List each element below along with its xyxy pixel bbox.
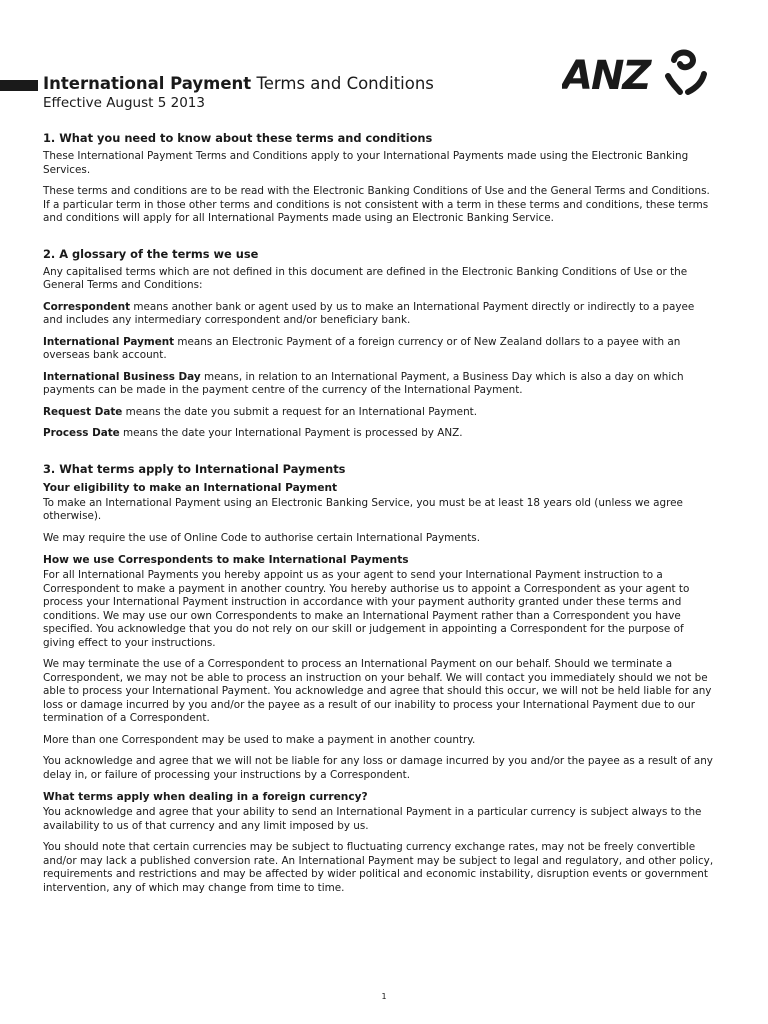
document-body bbox=[43, 131, 715, 903]
glossary-term: Request Date bbox=[43, 405, 123, 418]
section-3-paragraph: For all International Payments you hereby appoint us as your agent to send your International Payment instruction to a Correspondent to make a payment in another country. You hereby authorise us to appoint a Correspondent as your agent to process your International Payment instruction in accordance with your payment authority granted under these terms and conditions. We may use our own Correspondents to make an International Payment rather than a Correspondent you have specified. You acknowledge that you do not rely on our skill or judgement in appointing a Correspondent for the purpose of giving effect to your instructions. bbox=[43, 569, 690, 649]
glossary-term: International Payment bbox=[43, 335, 175, 348]
effective-date: Effective August 5 2013 bbox=[43, 95, 205, 111]
subheading-foreign-currency: What terms apply when dealing in a foreign currency? bbox=[43, 791, 368, 803]
section-3-paragraph: We may terminate the use of a Correspondent to process an International Payment on our behalf. Should we terminate a Correspondent, we may not be able to process an instruction on your behalf. We will contact you immediately should we not be able to process your International Payment. You acknowledge and agree that should this occur, we will not be held liable for any loss or damage incurred by you and/or the payee as a result of our inability to process your International Payment due to our termination of a Correspondent. bbox=[43, 658, 712, 724]
section-2 bbox=[43, 247, 715, 441]
svg-text:ANZ: ANZ bbox=[562, 53, 650, 96]
section-2-heading: 2. A glossary of the terms we use bbox=[43, 246, 259, 261]
glossary-item bbox=[43, 406, 715, 420]
page-number: 1 bbox=[381, 992, 387, 1001]
section-1 bbox=[43, 131, 715, 226]
section-3-paragraph: You acknowledge and agree that your ability to send an International Payment in a particular currency is subject always to the availability to us of that currency and any limit imposed by us. bbox=[43, 806, 702, 832]
section-3-heading: 3. What terms apply to International Payments bbox=[43, 461, 346, 476]
title-accent-bar bbox=[0, 80, 38, 91]
section-3-paragraph: You acknowledge and agree that we will not be liable for any loss or damage incurred by you and/or the payee as a result of any delay in, or failure of processing your instructions by a Correspondent. bbox=[43, 755, 713, 781]
anz-logo bbox=[562, 48, 712, 96]
page-title-bold: International Payment bbox=[43, 74, 252, 93]
subheading-correspondents: How we use Correspondents to make International Payments bbox=[43, 554, 409, 566]
section-3-paragraph: More than one Correspondent may be used to make a payment in another country. bbox=[43, 733, 476, 746]
page-title-rest: Terms and Conditions bbox=[251, 74, 434, 93]
section-3-paragraph: We may require the use of Online Code to authorise certain International Payments. bbox=[43, 531, 481, 544]
section-1-paragraph: These terms and conditions are to be read with the Electronic Banking Conditions of Use and the General Terms and Conditions. If a particular term in those other terms and conditions is not consistent with a term in these terms and conditions, these terms and conditions will apply for all International Payments made using an Electronic Banking Service. bbox=[43, 185, 710, 224]
glossary-definition: means, in relation to an International Payment, a Business Day which is also a day on which payments can be made in the payment centre of the currency of the International Payment. bbox=[43, 370, 684, 396]
glossary-item bbox=[43, 371, 715, 398]
glossary-item bbox=[43, 336, 715, 363]
anz-people-icon bbox=[668, 53, 704, 93]
glossary-definition: means the date you submit a request for an International Payment. bbox=[122, 405, 478, 418]
section-3-paragraph: To make an International Payment using an Electronic Banking Service, you must be at least 18 years old (unless we agree otherwise). bbox=[43, 496, 683, 522]
glossary-definition: means the date your International Payment is processed by ANZ. bbox=[119, 427, 463, 439]
section-3 bbox=[43, 462, 715, 896]
glossary-item bbox=[43, 427, 715, 441]
section-1-heading: 1. What you need to know about these terms and conditions bbox=[43, 131, 433, 145]
glossary-definition: means an Electronic Payment of a foreign currency or of New Zealand dollars to a payee with an overseas bank account. bbox=[43, 335, 681, 361]
subheading-eligibility: Your eligibility to make an International Payment bbox=[43, 481, 338, 494]
glossary-term: Correspondent bbox=[43, 300, 131, 313]
glossary-definition: means another bank or agent used by us to make an International Payment directly or indirectly to a payee and includes any intermediary correspondent and/or beneficiary bank. bbox=[43, 300, 695, 326]
section-3-paragraph: You should note that certain currencies may be subject to fluctuating currency exchange rates, may not be freely convertible and/or may lack a published conversion rate. An International Payment may be subject to legal and regulatory, and other policy, requirements and restrictions and may be affected by wider political and economic instability, disruption events or government intervention, any of which may change from time to time. bbox=[43, 841, 714, 894]
glossary-term: International Business Day bbox=[43, 370, 201, 383]
glossary-item bbox=[43, 301, 715, 328]
glossary-intro: Any capitalised terms which are not defined in this document are defined in the Electronic Banking Conditions of Use or the General Terms and Conditions: bbox=[43, 265, 688, 291]
section-1-paragraph: These International Payment Terms and Conditions apply to your International Payments made using the Electronic Banking Services. bbox=[43, 150, 689, 176]
page-title bbox=[43, 74, 434, 94]
glossary-term: Process Date bbox=[43, 427, 120, 439]
